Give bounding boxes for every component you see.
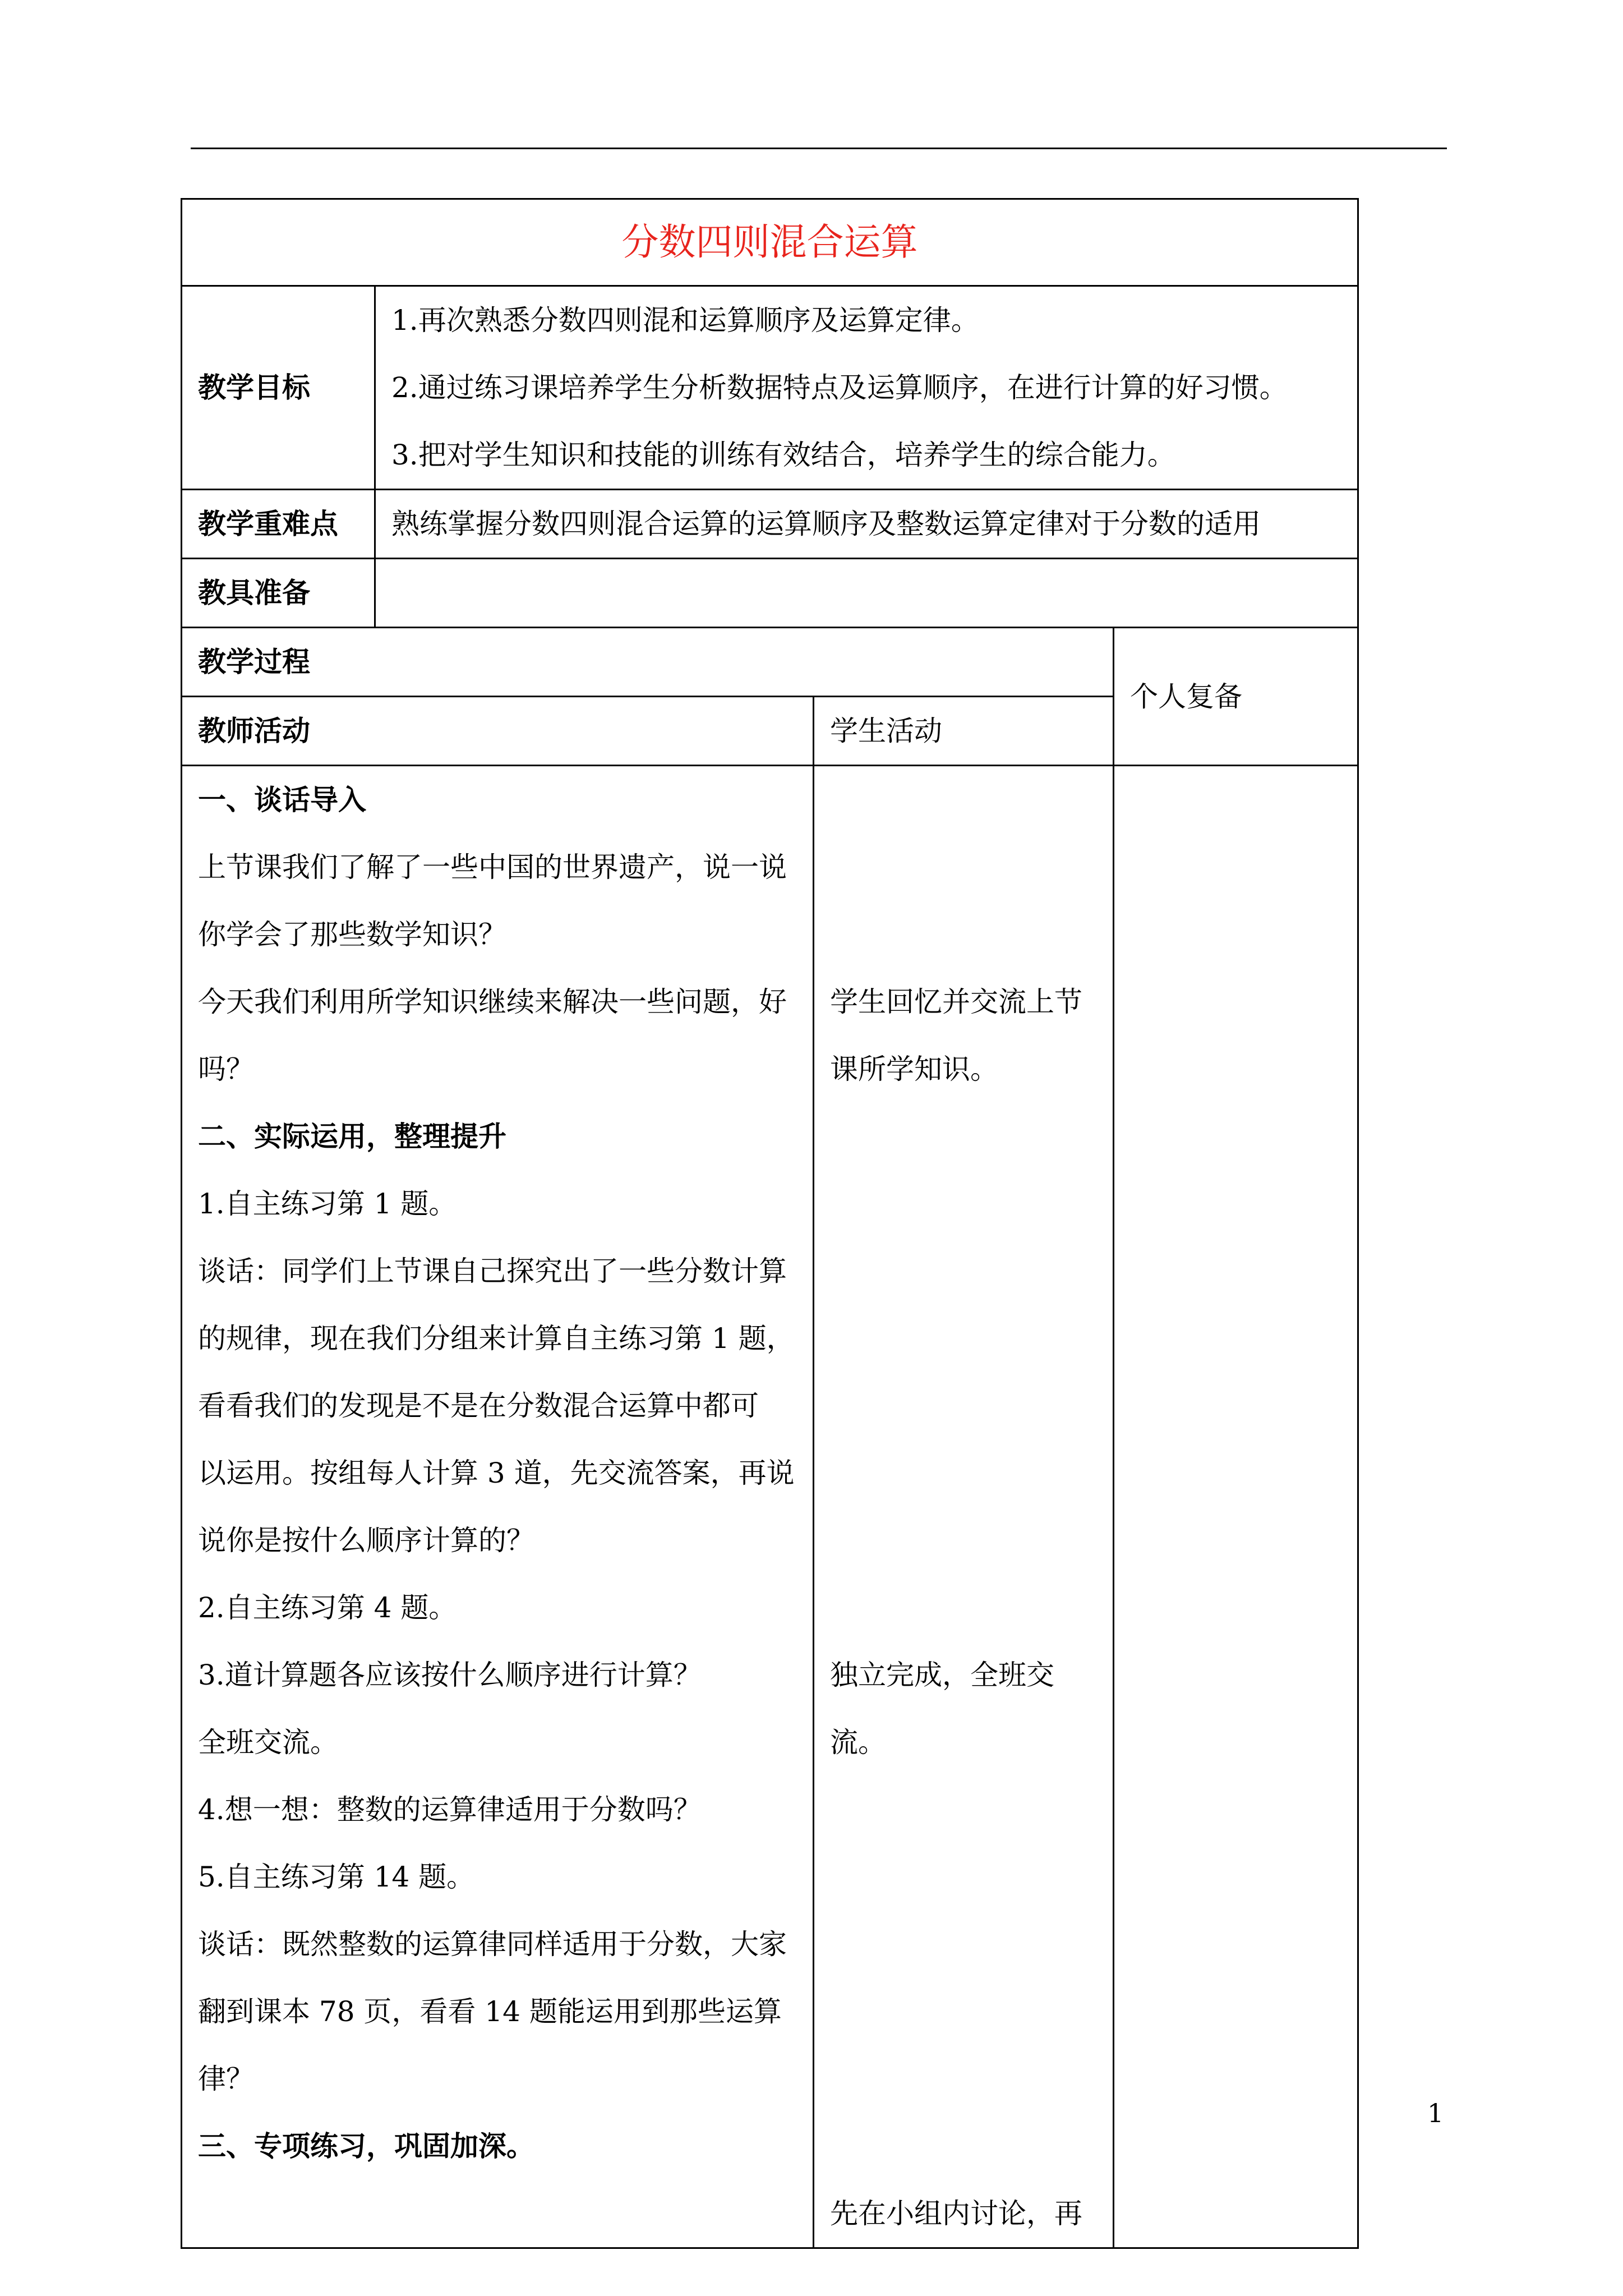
materials-content — [375, 559, 1358, 628]
objective-item: 2.通过练习课培养学生分析数据特点及运算顺序，在进行计算的好习惯。 — [391, 371, 1288, 404]
teacher-line: 谈话：既然整数的运算律同样适用于分数，大家 — [198, 1928, 787, 1961]
teacher-lines — [198, 766, 797, 2180]
teacher-line: 谈话：同学们上节课自己探究出了一些分数计算 — [198, 1255, 787, 1287]
student-line: 学生回忆并交流上节 — [830, 986, 1082, 1018]
student-line — [830, 1439, 1097, 1507]
student-line — [830, 1305, 1097, 1372]
teacher-line: 律？ — [198, 2063, 254, 2095]
student-line — [830, 1372, 1097, 1439]
teacher-line: 你学会了那些数学知识？ — [198, 918, 506, 951]
student-line: 先在小组内讨论，再 — [830, 2197, 1082, 2230]
student-line — [830, 766, 1097, 834]
student-line — [830, 1776, 1097, 1843]
objectives-content — [375, 286, 1358, 490]
materials-label: 教具准备 — [182, 559, 375, 628]
page-number: 1 — [1427, 2098, 1444, 2128]
student-line — [830, 1978, 1097, 2045]
teacher-line: 以运用。按组每人计算 3 道，先交流答案，再说 — [198, 1457, 795, 1489]
personal-prep-label: 个人复备 — [1114, 628, 1358, 766]
teacher-line: 4.想一想：整数的运算律适用于分数吗？ — [198, 1793, 702, 1826]
student-line: 课所学知识。 — [830, 1053, 998, 1085]
process-label: 教学过程 — [182, 628, 1114, 697]
section-heading: 二、实际运用，整理提升 — [198, 1120, 506, 1153]
student-lines — [830, 766, 1097, 2247]
objective-item: 1.再次熟悉分数四则混和运算顺序及运算定律。 — [391, 304, 979, 337]
student-line — [830, 901, 1097, 968]
teacher-line: 的规律，现在我们分组来计算自主练习第 1 题， — [198, 1322, 795, 1355]
objective-item: 3.把对学生知识和技能的训练有效结合，培养学生的综合能力。 — [391, 439, 1175, 471]
teacher-line: 1.自主练习第 1 题。 — [198, 1188, 457, 1220]
student-line — [830, 1170, 1097, 1237]
teacher-line: 看看我们的发现是不是在分数混合运算中都可 — [198, 1389, 759, 1422]
teacher-line: 全班交流。 — [198, 1726, 338, 1759]
teacher-line: 吗？ — [198, 1053, 254, 1085]
student-line — [830, 834, 1097, 901]
personal-prep-content — [1114, 766, 1358, 2248]
lesson-plan-table — [181, 198, 1359, 2249]
teacher-line: 2.自主练习第 4 题。 — [198, 1591, 457, 1624]
student-line — [830, 2045, 1097, 2113]
teacher-line: 3.道计算题各应该按什么顺序进行计算？ — [198, 1659, 702, 1691]
header-rule — [191, 148, 1447, 149]
objectives-label: 教学目标 — [182, 286, 375, 490]
teacher-line: 上节课我们了解了一些中国的世界遗产，说一说 — [198, 851, 787, 884]
student-line — [830, 1507, 1097, 1574]
student-line — [830, 2113, 1097, 2180]
teacher-activity-label: 教师活动 — [182, 697, 814, 766]
teacher-activity-content — [182, 766, 814, 2248]
teacher-line: 翻到课本 78 页，看看 14 题能运用到那些运算 — [198, 1995, 782, 2028]
key-points-label: 教学重难点 — [182, 490, 375, 559]
student-line — [830, 1911, 1097, 1978]
key-points-content: 熟练掌握分数四则混合运算的运算顺序及整数运算定律对于分数的适用 — [375, 490, 1358, 559]
teacher-line: 说你是按什么顺序计算的？ — [198, 1524, 534, 1557]
student-line — [830, 1843, 1097, 1911]
student-activity-content — [814, 766, 1114, 2248]
teacher-line: 今天我们利用所学知识继续来解决一些问题，好 — [198, 986, 787, 1018]
student-line: 独立完成，全班交流。 — [830, 1659, 1054, 1759]
student-activity-label: 学生活动 — [814, 697, 1114, 766]
student-line — [830, 1237, 1097, 1305]
student-line — [830, 1103, 1097, 1170]
section-heading: 三、专项练习，巩固加深。 — [198, 2129, 534, 2162]
section-heading: 一、谈话导入 — [198, 783, 366, 816]
teacher-line: 5.自主练习第 14 题。 — [198, 1861, 475, 1893]
student-line — [830, 1574, 1097, 1641]
document-title: 分数四则混合运算 — [182, 199, 1358, 286]
